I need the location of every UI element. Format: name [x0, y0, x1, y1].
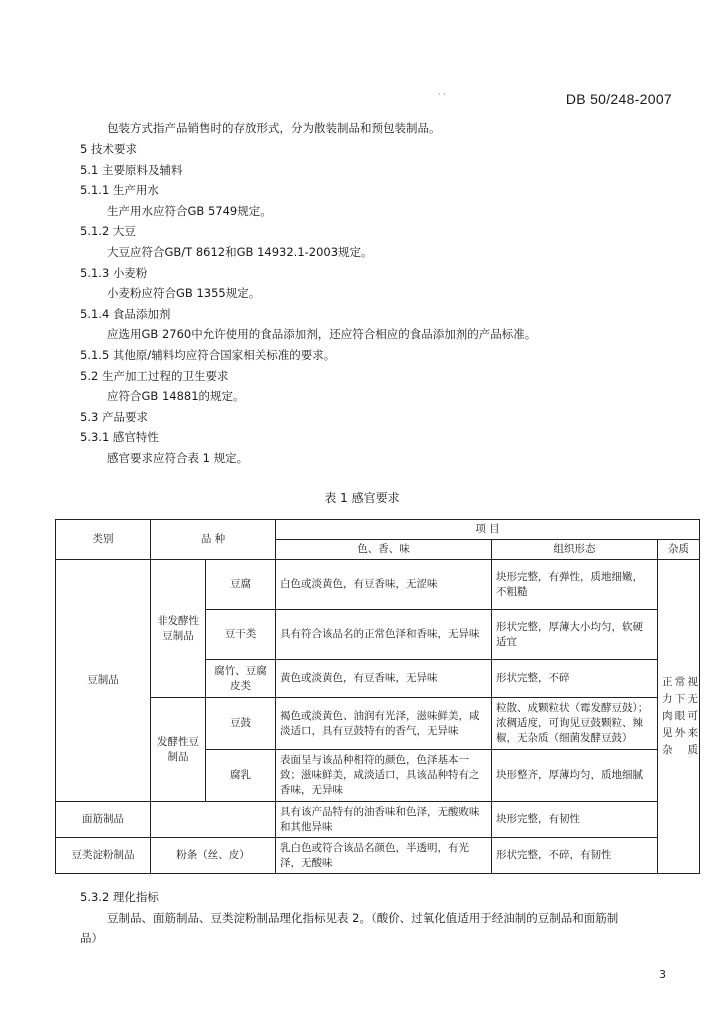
- category-starch: 豆类淀粉制品: [56, 838, 151, 874]
- variety-yuba: 腐竹、豆腐皮类: [206, 660, 276, 698]
- body-line: 大豆应符合GB/T 8612和GB 14932.1-2003规定。: [107, 245, 373, 259]
- dried-tofu-color: 具有符合该品名的正常色泽和香味，无异味: [276, 610, 492, 660]
- gluten-variety-empty: [151, 802, 276, 838]
- yuba-texture: 形状完整，不碎: [492, 660, 658, 698]
- header-category: 类别: [56, 520, 151, 560]
- tofu-color: 白色或淡黄色，有豆香味，无涩味: [276, 560, 492, 610]
- section-heading: 5.1.5 其他原/辅料均应符合国家相关标准的要求。: [80, 348, 336, 362]
- subcategory-nonfermented: 非发酵性豆制品: [151, 560, 206, 698]
- gluten-texture: 块形完整，有韧性: [492, 802, 658, 838]
- furu-color: 表面呈与该品种相符的颜色，色泽基本一致；滋味鲜美，咸淡适口，具该品种特有之香味，无异味: [276, 750, 492, 802]
- document-code: DB 50/248-2007: [565, 91, 672, 107]
- variety-douchi: 豆鼓: [206, 698, 276, 750]
- section-heading: 5.2 生产加工过程的卫生要求: [80, 369, 229, 383]
- section-heading: 5.1 主要原料及辅料: [80, 163, 183, 177]
- header-color-aroma-taste: 色、香、味: [276, 540, 492, 560]
- body-line: 生产用水应符合GB 5749规定。: [107, 204, 272, 218]
- section-heading: 5.1.1 生产用水: [80, 183, 159, 197]
- yuba-color: 黄色或淡黄色，有豆香味，无异味: [276, 660, 492, 698]
- table-title: 表 1 感官要求: [324, 491, 400, 505]
- variety-furu: 腐乳: [206, 750, 276, 802]
- section-heading: 5 技术要求: [80, 142, 137, 156]
- section-heading: 5.1.4 食品添加剂: [80, 307, 171, 321]
- douchi-color: 褐色或淡黄色、油润有光泽，滋味鲜美，咸淡适口，具有豆鼓特有的香气，无异味: [276, 698, 492, 750]
- douchi-texture: 粒散、成颗粒状（霉发酵豆鼓）；浓稠适度，可询见豆鼓颗粒、辣椒，无杂质（细菌发酵豆鼓）: [492, 698, 658, 750]
- header-variety: 品 种: [151, 520, 276, 560]
- starch-texture: 形状完整，不碎，有韧性: [492, 838, 658, 874]
- section-heading: 5.3.2 理化指标: [80, 890, 159, 904]
- footer-paragraph-line: 品）: [80, 931, 103, 945]
- subcategory-fermented: 发酵性豆制品: [151, 698, 206, 802]
- variety-vermicelli: 粉条（丝、皮）: [151, 838, 276, 874]
- scan-speck: · ·: [438, 90, 446, 99]
- section-heading: 5.3.1 感官特性: [80, 430, 159, 444]
- tofu-texture: 块形完整，有弹性，质地细嫩，不粗糙: [492, 560, 658, 610]
- category-soy-products: 豆制品: [56, 560, 151, 802]
- section-heading: 5.1.2 大豆: [80, 224, 136, 238]
- body-line: 应符合GB 14881的规定。: [107, 389, 245, 403]
- gluten-color: 具有该产品特有的油香味和色泽，无酸败味和其他异味: [276, 802, 492, 838]
- sensory-requirements-table: [55, 519, 700, 874]
- category-gluten: 面筋制品: [56, 802, 151, 838]
- body-line: 小麦粉应符合GB 1355规定。: [107, 286, 261, 300]
- header-items: 项 目: [276, 520, 700, 540]
- starch-color: 乳白色或符合该品名颜色，半透明，有光泽，无酸味: [276, 838, 492, 874]
- header-texture: 组织形态: [492, 540, 658, 560]
- header-impurity: 杂质: [658, 540, 700, 560]
- section-heading: 5.3 产品要求: [80, 410, 148, 424]
- body-line: 应选用GB 2760中允许使用的食品添加剂，还应符合相应的食品添加剂的产品标准。: [107, 327, 537, 341]
- impurity-note: 正常视力下无肉眼可见外来杂质: [658, 560, 700, 874]
- dried-tofu-texture: 形状完整，厚薄大小均匀，软硬适宜: [492, 610, 658, 660]
- body-line: 感官要求应符合表 1 规定。: [107, 451, 249, 465]
- body-line: 包装方式指产品销售时的存放形式，分为散装制品和预包装制品。: [107, 121, 441, 135]
- page-number: 3: [659, 968, 666, 981]
- section-heading: 5.1.3 小麦粉: [80, 266, 148, 280]
- furu-texture: 块形整齐，厚薄均匀，质地细腻: [492, 750, 658, 802]
- variety-tofu: 豆腐: [206, 560, 276, 610]
- variety-dried-tofu: 豆干类: [206, 610, 276, 660]
- footer-paragraph-line: 豆制品、面筋制品、豆类淀粉制品理化指标见表 2。（酸价、过氧化值适用于经油制的豆制品和面筋制: [107, 911, 619, 925]
